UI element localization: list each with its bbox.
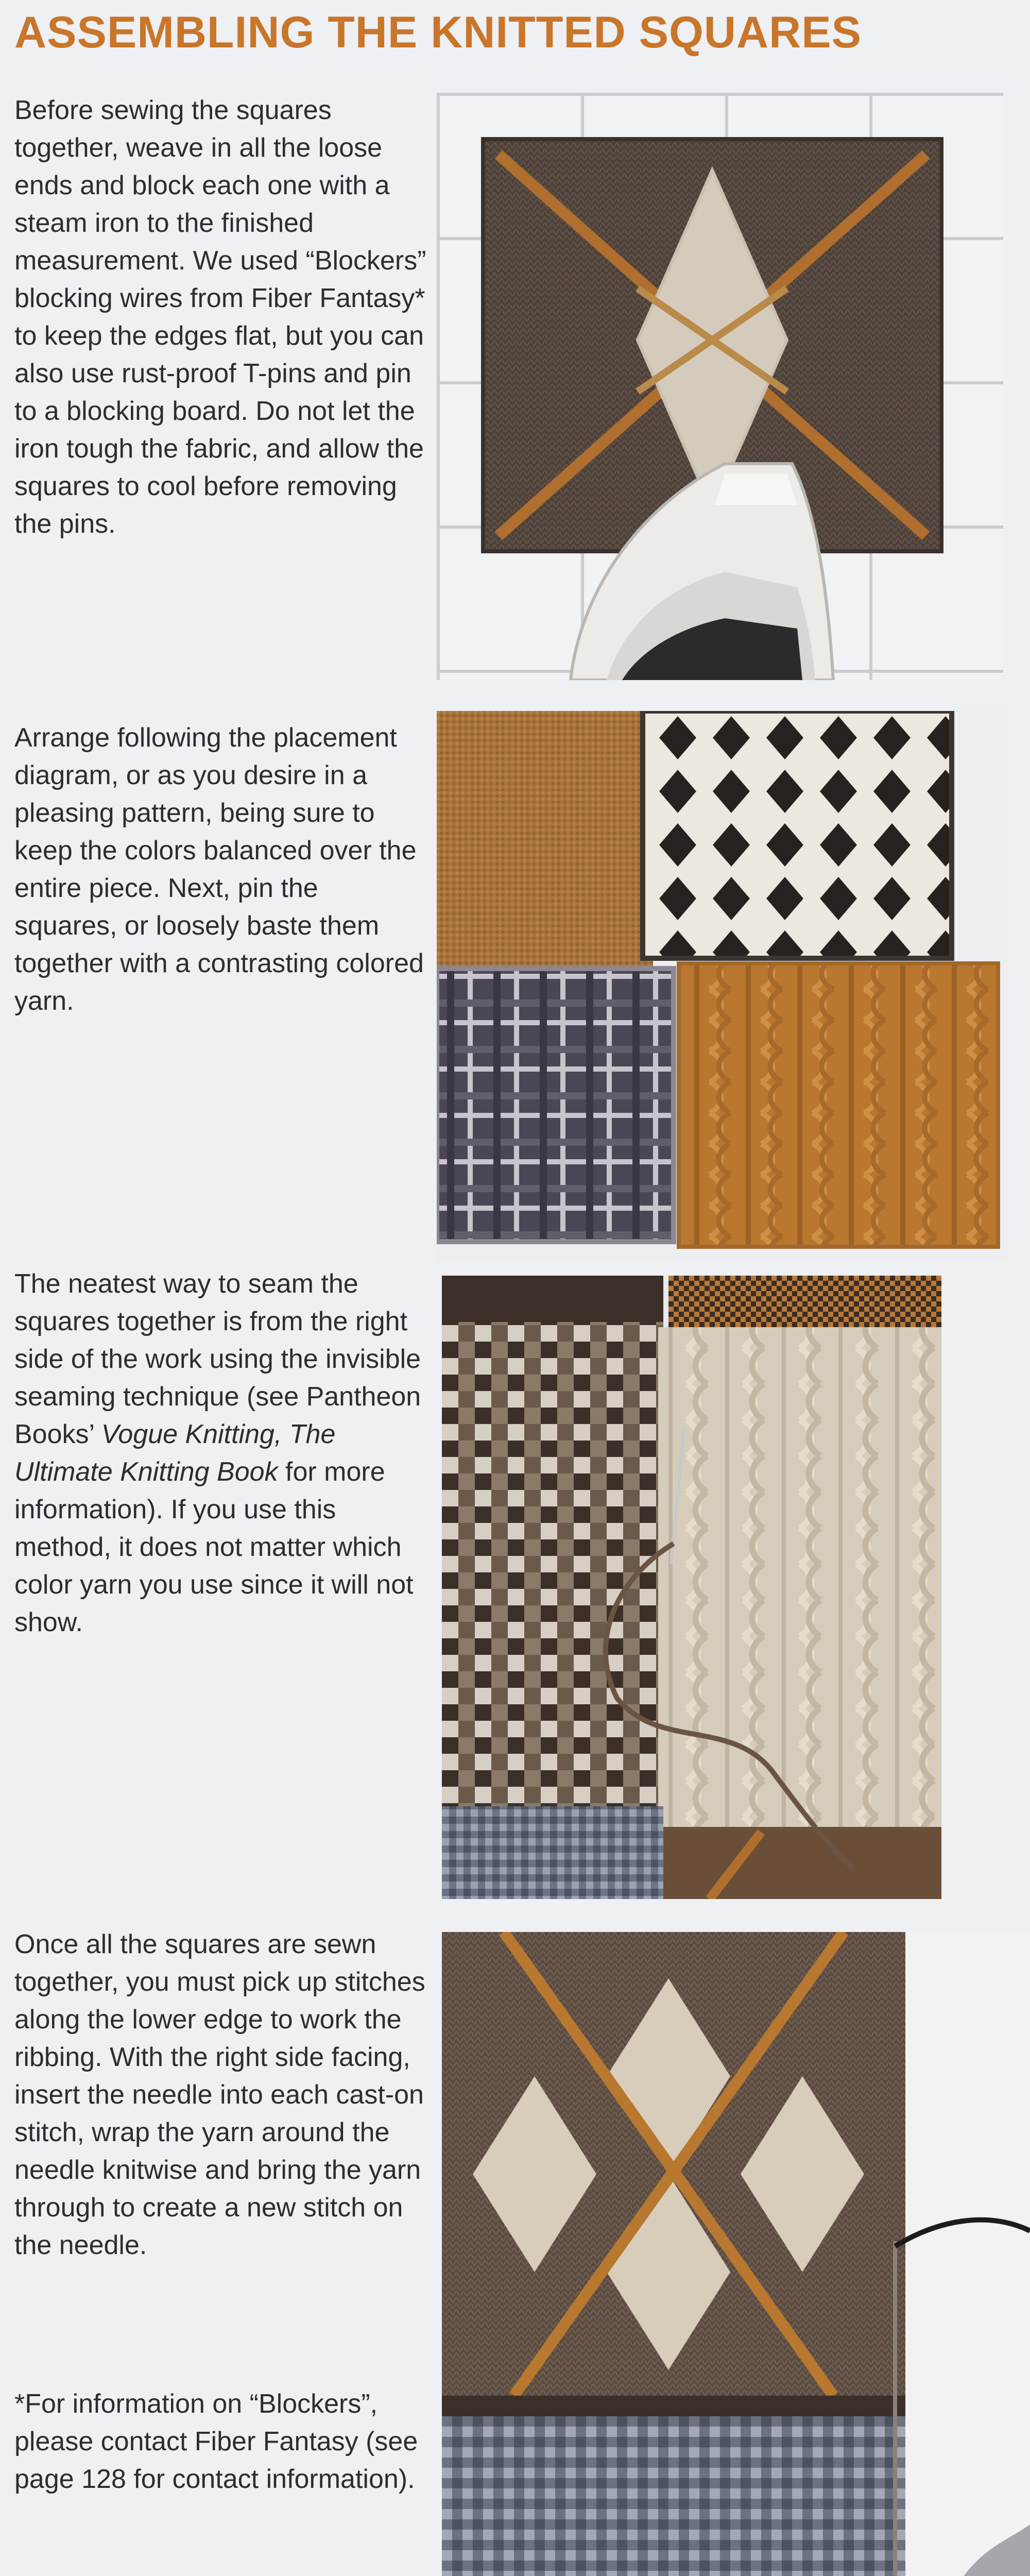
section-seaming (14, 1265, 426, 1641)
footnote-blockers (14, 2385, 426, 2498)
section-arranging (14, 719, 426, 1020)
photo-arranged-squares (437, 711, 1008, 1262)
photo-seaming-squares (442, 1276, 941, 1899)
footnote-blockers-text: *For information on “Blockers”, please contact Fiber Fantasy (see page 128 for contact information). (14, 2389, 418, 2494)
seaming-book-title: Vogue Knitting, The Ultimate Knitting Book (14, 1419, 336, 1487)
seaming-text-after: for more information). If you use this method, it does not matter which color yarn you use since it will not show. (14, 1457, 414, 1637)
section-ribbing (14, 1926, 426, 2264)
section-blocking-text: Before sewing the squares together, weave in all the loose ends and block each one with a steam iron to the finished measurement. We used “Blockers” blocking wires from Fiber Fantasy* to keep the edges flat, but you can also use rust-proof T-pins and pin to a blocking board. Do not let the iron tough the fabric, and allow the squares to cool before removing the pins. (14, 95, 426, 539)
section-arranging-text: Arrange following the placement diagram, or as you desire in a pleasing pattern, being sure to keep the colors balanced over the entire piece. Next, pin the squares, or loosely baste them together with a contrasting colored yarn. (14, 723, 424, 1016)
photo-picking-up-stitches (442, 1932, 1030, 2576)
seaming-text-before: The neatest way to seam the squares together is from the right side of the work using the invisible seaming technique (see Pantheon Books’ (14, 1269, 421, 1449)
section-seaming-text (14, 1265, 426, 1641)
section-blocking (14, 92, 426, 543)
photo-blocking-square-iron (437, 93, 1003, 680)
page-title: ASSEMBLING THE KNITTED SQUARES (14, 8, 862, 57)
section-ribbing-text: Once all the squares are sewn together, you must pick up stitches along the lower edge to work the ribbing. With the right side facing, insert the needle into each cast-on stitch, wrap the yarn around the needle knitwise and bring the yarn through to create a new stitch on the needle. (14, 1929, 425, 2260)
